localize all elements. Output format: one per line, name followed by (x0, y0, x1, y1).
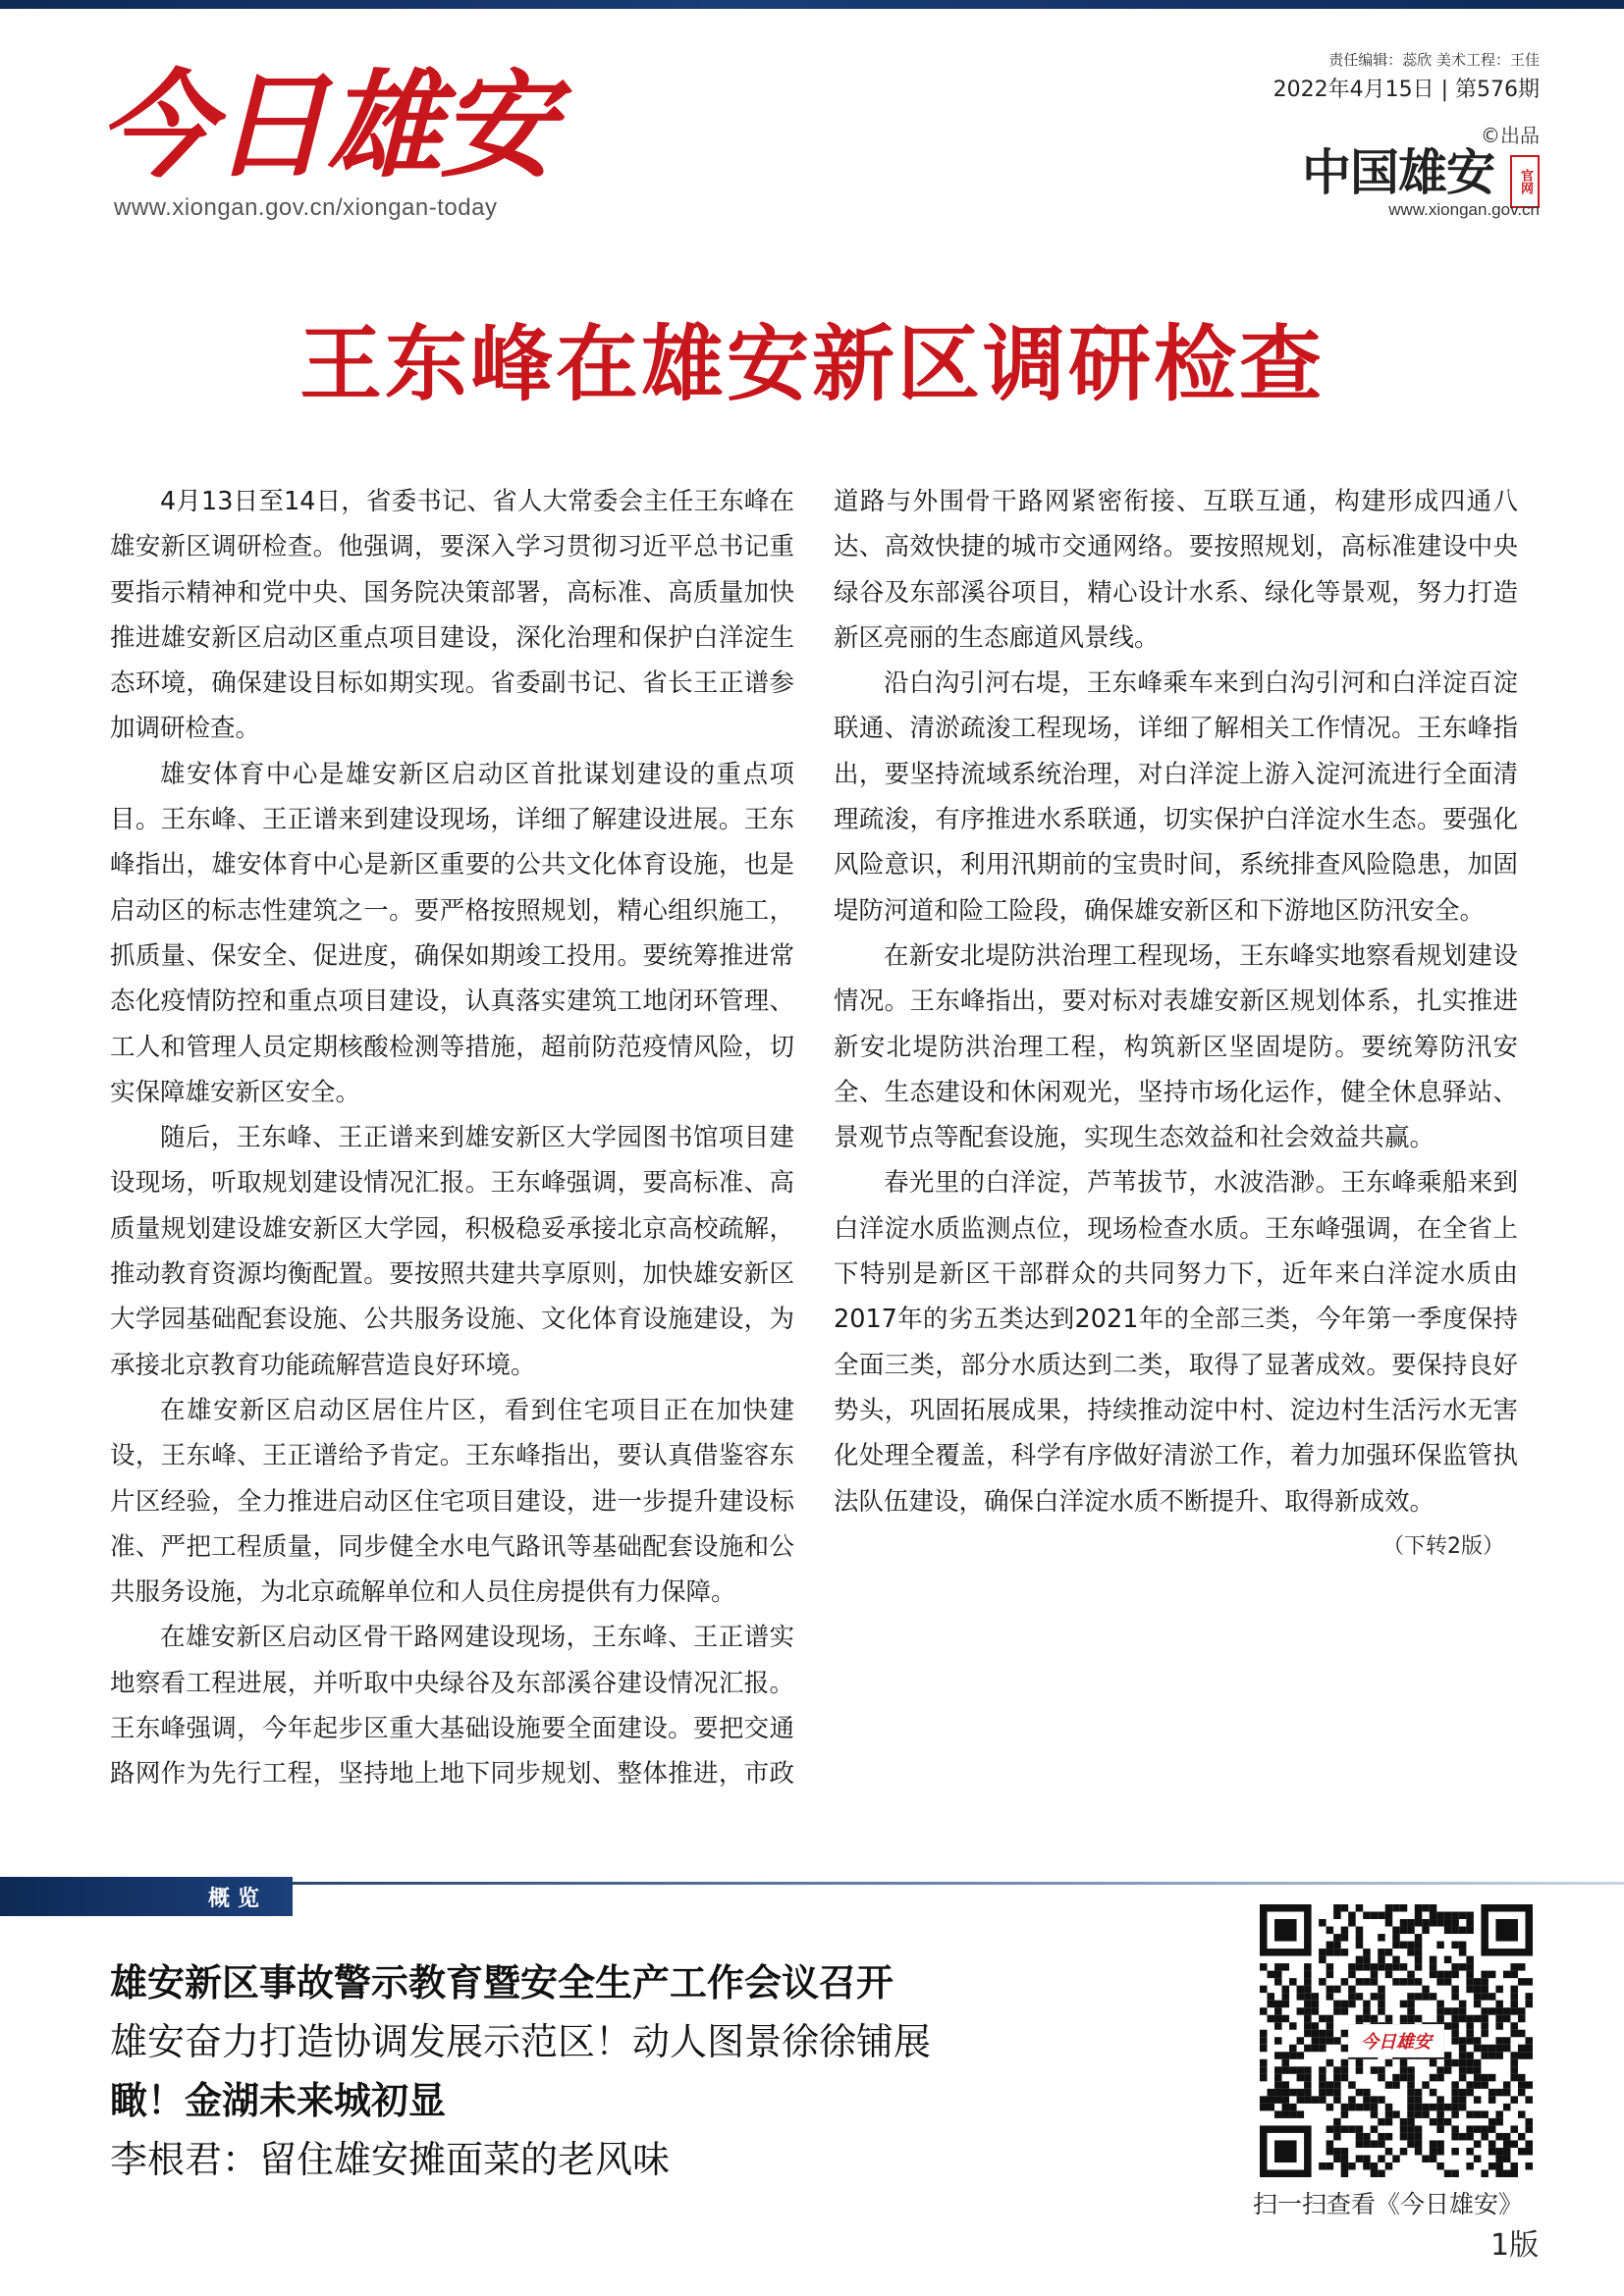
continued-note: （下转2版） (1382, 1533, 1504, 1559)
article-paragraph: 在新安北堤防洪治理工程现场，王东峰实地察看规划建设情况。王东峰指出，要对标对表雄安新区规划体系，扎实推进新安北堤防洪治理工程，构筑新区坚固堤防。要统筹防汛安全、生态建设和休闲观光，坚持市场化运作，健全休息驿站、景观节点等配套设施，实现生态效益和社会效益共赢。 (834, 940, 1518, 1153)
article-paragraph: 在雄安新区启动区居住片区，看到住宅项目正在加快建设，王东峰、王正谱给予肯定。王东峰指出，要认真借鉴容东片区经验，全力推进启动区住宅项目建设，进一步提升建设标准、严把工程质量，同步健全水电气路讯等基础配套设施和公共服务设施，为北京疏解单位和人员住房提供有力保障。 (110, 1395, 794, 1608)
qr-center-logo: 今日雄安 (1348, 2024, 1444, 2057)
editor-credits: 责任编辑：蕊欣 美术工程：王佳 (1328, 51, 1540, 69)
article-paragraph: 雄安体育中心是雄安新区启动区首批谋划建设的重点项目。王东峰、王正谱来到建设现场，详细了解建设进展。王东峰指出，雄安体育中心是新区重要的公共文化体育设施，也是启动区的标志性建筑之一。要严格按照规划，精心组织施工，抓质量、保安全、促进度，确保如期竣工投用。要统筹推进常态化疫情防控和重点项目建设，认真落实建筑工地闭环管理、工人和管理人员定期核酸检测等措施，超前防范疫情风险，切实保障雄安新区安全。 (110, 759, 794, 1107)
qr-code[interactable] (1260, 1904, 1533, 2177)
article-paragraph: 4月13日至14日，省委书记、省人大常委会主任王东峰在雄安新区调研检查。他强调，要深入学习贯彻习近平总书记重要指示精神和党中央、国务院决策部署，高标准、高质量加快推进雄安新区启动区重点项目建设，深化治理和保护白洋淀生态环境，确保建设目标如期实现。省委副书记、省长王正谱参加调研检查。 (110, 487, 794, 744)
article-paragraph: 随后，王东峰、王正谱来到雄安新区大学园图书馆项目建设现场，听取规划建设情况汇报。王东峰强调，要高标准、高质量规划建设雄安新区大学园，积极稳妥承接北京高校疏解，推动教育资源均衡配置。要按照共建共享原则，加快雄安新区大学园基础配套设施、公共服务设施、文化体育设施建设，为承接北京教育功能疏解营造良好环境。 (110, 1123, 794, 1380)
overview-list (110, 1953, 931, 2189)
overview-label: 概览 (0, 1877, 293, 1916)
masthead-url[interactable]: www.xiongan.gov.cn/xiongan-today (114, 194, 498, 221)
overview-item[interactable]: 雄安新区事故警示教育暨安全生产工作会议召开 (110, 1961, 894, 2004)
page-number: 1版 (1490, 2228, 1540, 2263)
article-paragraph: 在雄安新区启动区骨干路网建设现场，王东峰、王正谱实地察看工程进展，并听取中央绿谷及东部溪谷建设情况汇报。王东峰强调，今年起步区重大基础设施要全面建设。要把交通路网作为先行工程，坚持地上地下同步规划、整体推进，市政道路与外围骨干路网紧密衔接、互联互通，构建形成四通八达、高效快捷的城市交通网络。要按照规划，高标准建设中央绿谷及东部溪谷项目，精心设计水系、绿化等景观，努力打造新区亮丽的生态廊道风景线。 (110, 487, 1518, 1789)
brand-url[interactable]: www.xiongan.gov.cn (1388, 200, 1540, 219)
brand-seal-text: 官网 (1518, 169, 1533, 194)
brand-logo: 中国雄安 (1302, 143, 1494, 201)
article-body (110, 479, 1518, 1824)
overview-item[interactable]: 瞰！金湖未来城初显 (110, 2079, 447, 2122)
overview-item[interactable]: 李根君：留住雄安摊面菜的老风味 (110, 2138, 671, 2181)
page-title: 王东峰在雄安新区调研检查 (298, 315, 1325, 412)
article-paragraph: 春光里的白洋淀，芦苇拔节，水波浩渺。王东峰乘船来到白洋淀水质监测点位，现场检查水质。王东峰强调，在全省上下特别是新区干部群众的共同努力下，近年来白洋淀水质由2017年的劣五类达到2021年的全部三类，今年第一季度保持全面三类，部分水质达到二类，取得了显著成效。要保持良好势头，巩固拓展成果，持续推动淀中村、淀边村生活污水无害化处理全覆盖，科学有序做好清淤工作，着力加强环保监管执法队伍建设，确保白洋淀水质不断提升、取得新成效。 (834, 1168, 1518, 1517)
masthead-logo (98, 57, 555, 194)
publisher-mark: ©出品 (1481, 124, 1540, 147)
qr-caption: 扫一扫查看《今日雄安》 (1253, 2190, 1524, 2218)
top-decor-bar (0, 0, 1624, 9)
issue-date: 2022年4月15日 | 第576期 (1272, 78, 1540, 102)
masthead-logo-text: 今日雄安 (98, 57, 555, 193)
article-paragraph: 沿白沟引河右堤，王东峰乘车来到白沟引河和白洋淀百淀联通、清淤疏浚工程现场，详细了解相关工作情况。王东峰指出，要坚持流域系统治理，对白洋淀上游入淀河流进行全面清理疏浚，有序推进水系联通，切实保护白洋淀水生态。要强化风险意识，利用汛期前的宝贵时间，系统排查风险隐患，加固堤防河道和险工险段，确保雄安新区和下游地区防汛安全。 (834, 668, 1518, 926)
overview-item[interactable]: 雄安奋力打造协调发展示范区！动人图景徐徐铺展 (110, 2020, 932, 2063)
